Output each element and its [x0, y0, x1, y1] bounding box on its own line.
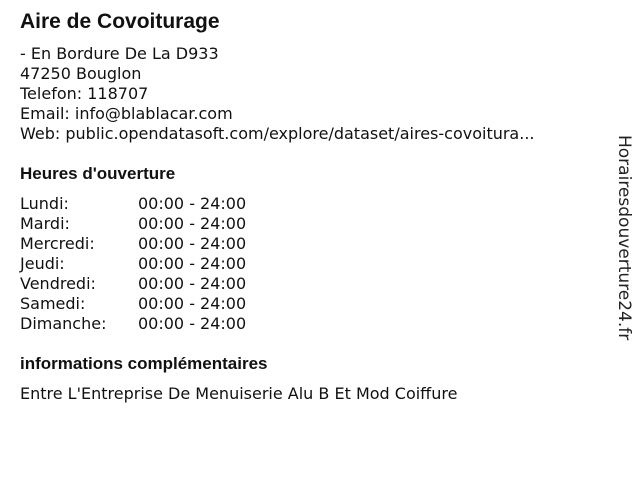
- day-label: Vendredi:: [20, 274, 96, 293]
- street-address: - En Bordure De La D933: [20, 44, 219, 63]
- day-label: Samedi:: [20, 294, 86, 313]
- time-range: 00:00 - 24:00: [138, 194, 247, 213]
- time-range: 00:00 - 24:00: [138, 234, 247, 253]
- day-label: Mercredi:: [20, 234, 95, 253]
- site-watermark: Horairesdouverture24.fr: [614, 135, 634, 341]
- website-link: Web: public.opendatasoft.com/explore/dataset/aires-covoitura...: [20, 124, 535, 143]
- time-range: 00:00 - 24:00: [138, 294, 247, 313]
- page-title: Aire de Covoiturage: [20, 10, 220, 33]
- opening-hours-table: [20, 194, 246, 334]
- contact-block: [20, 44, 535, 144]
- hours-row-tuesday: [20, 214, 246, 234]
- day-label: Mardi:: [20, 214, 70, 233]
- hours-row-friday: [20, 274, 246, 294]
- hours-row-saturday: [20, 294, 246, 314]
- additional-info-text: Entre L'Entreprise De Menuiserie Alu B Et Mod Coiffure: [20, 384, 458, 403]
- postal-city: 47250 Bouglon: [20, 64, 142, 83]
- additional-info-heading: informations complémentaires: [20, 354, 268, 373]
- time-range: 00:00 - 24:00: [138, 274, 247, 293]
- hours-row-monday: [20, 194, 246, 214]
- time-range: 00:00 - 24:00: [138, 214, 247, 233]
- opening-hours-heading: Heures d'ouverture: [20, 164, 176, 183]
- day-label: Dimanche:: [20, 314, 107, 333]
- day-label: Lundi:: [20, 194, 69, 213]
- day-label: Jeudi:: [20, 254, 65, 273]
- hours-row-sunday: [20, 314, 246, 334]
- email-address: Email: info@blablacar.com: [20, 104, 233, 123]
- time-range: 00:00 - 24:00: [138, 314, 247, 333]
- time-range: 00:00 - 24:00: [138, 254, 247, 273]
- hours-row-wednesday: [20, 234, 246, 254]
- phone-number: Telefon: 118707: [20, 84, 149, 103]
- hours-row-thursday: [20, 254, 246, 274]
